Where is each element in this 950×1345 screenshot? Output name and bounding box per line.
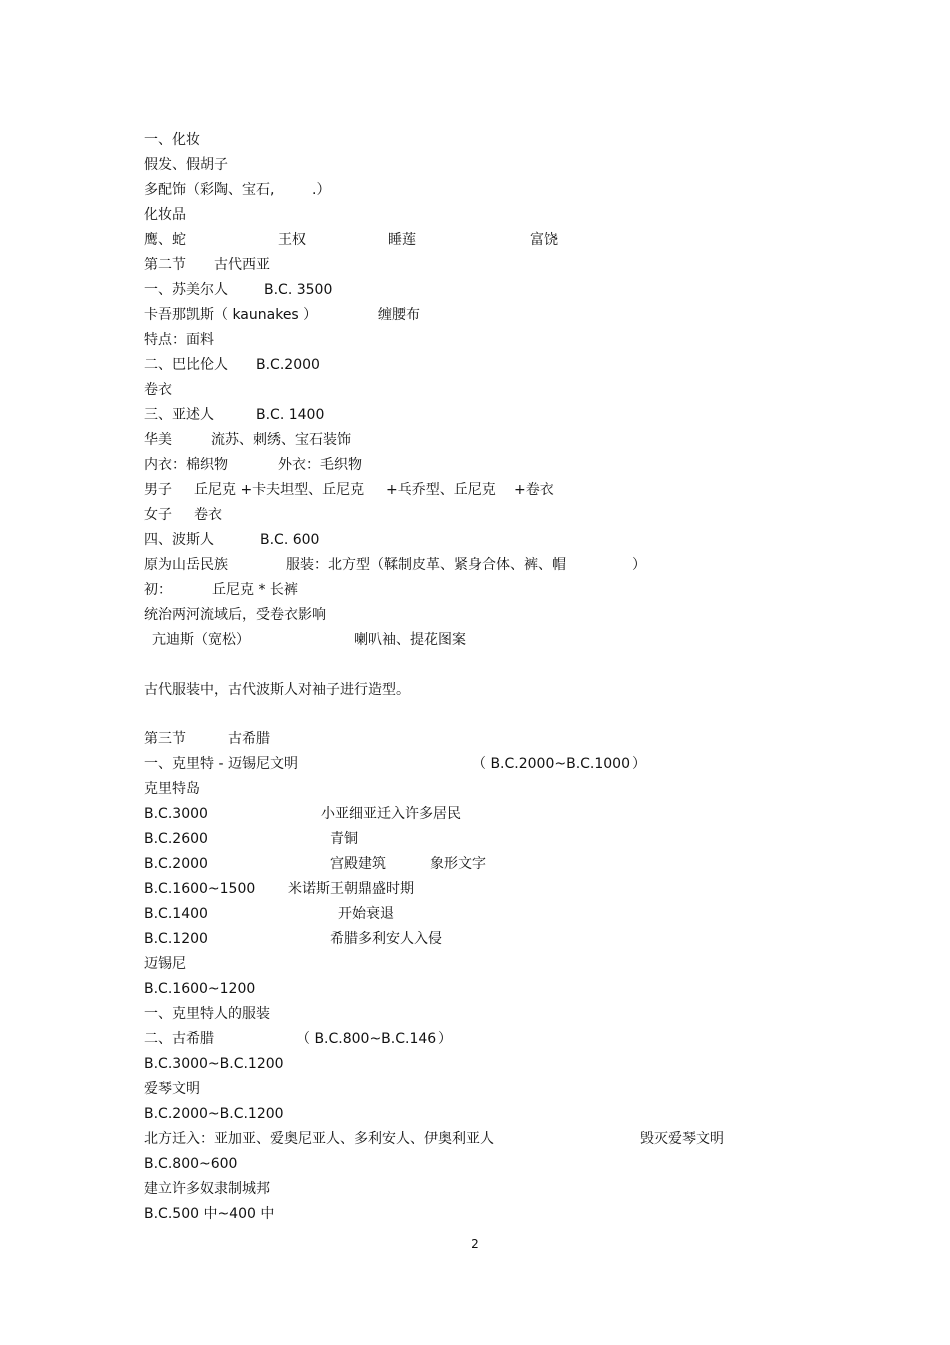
text-segment: 小亚细亚迁入许多居民 bbox=[321, 806, 461, 822]
text-segment: 喇叭袖、提花图案 bbox=[354, 632, 466, 648]
text-segment: 二、巴比伦人 bbox=[144, 357, 228, 373]
text-segment: 睡莲 bbox=[388, 232, 416, 248]
text-segment: B.C. 600 bbox=[260, 532, 320, 548]
text-segment: B.C.800~600 bbox=[144, 1156, 238, 1172]
text-segment: 宫殿建筑 bbox=[330, 856, 386, 872]
text-segment: 亢迪斯（宽松） bbox=[152, 632, 250, 648]
text-segment: 迈锡尼 bbox=[144, 956, 186, 972]
text-segment: 丘尼克 +卡夫坦型、丘尼克 bbox=[194, 482, 365, 498]
text-segment: 希腊多利安人入侵 bbox=[330, 931, 442, 947]
text-segment: 男子 bbox=[144, 482, 172, 498]
text-segment: B.C. 1400 bbox=[256, 407, 325, 423]
text-segment: 华美 bbox=[144, 432, 172, 448]
text-segment: ） bbox=[632, 756, 646, 772]
text-segment: （ B.C.2000~B.C.1000 bbox=[472, 756, 630, 772]
text-segment: 古希腊 bbox=[228, 731, 270, 747]
text-segment: 米诺斯王朝鼎盛时期 bbox=[288, 881, 414, 897]
text-segment: 原为山岳民族 bbox=[144, 557, 228, 573]
text-segment: 第三节 bbox=[144, 731, 186, 747]
text-segment: B.C.1400 bbox=[144, 906, 208, 922]
text-segment: 外衣：毛织物 bbox=[278, 457, 362, 473]
text-segment: B.C.2600 bbox=[144, 831, 208, 847]
text-segment: 服装：北方型（鞣制皮革、紧身合体、裤、帽 bbox=[286, 557, 566, 573]
text-segment: 建立许多奴隶制城邦 bbox=[144, 1181, 270, 1197]
text-segment: 丘尼克 * 长裤 bbox=[212, 582, 298, 598]
text-segment: 多配饰（彩陶、宝石, bbox=[144, 182, 275, 198]
text-segment: 卡吾那凯斯（ kaunakes ） bbox=[144, 307, 318, 323]
text-segment: 一、克里特人的服装 bbox=[144, 1006, 270, 1022]
text-segment: 卷衣 bbox=[144, 382, 172, 398]
text-segment: B.C.1200 bbox=[144, 931, 208, 947]
text-segment: 第二节 bbox=[144, 257, 186, 273]
text-segment: 内衣：棉织物 bbox=[144, 457, 228, 473]
text-segment: 开始衰退 bbox=[338, 906, 394, 922]
text-segment: B.C.500 中~400 中 bbox=[144, 1206, 275, 1222]
text-segment: B.C.2000~B.C.1200 bbox=[144, 1106, 284, 1122]
text-segment: 统治两河流域后，受卷衣影响 bbox=[144, 607, 326, 623]
text-segment: 卷衣 bbox=[194, 507, 222, 523]
text-segment: 假发、假胡子 bbox=[144, 157, 228, 173]
text-segment: B.C.2000 bbox=[144, 856, 208, 872]
text-segment: 一、克里特 - 迈锡尼文明 bbox=[144, 756, 298, 772]
text-segment: 鹰、蛇 bbox=[144, 232, 186, 248]
text-segment: 一、化妆 bbox=[144, 132, 200, 148]
text-segment: 古代服装中，古代波斯人对袖子进行造型。 bbox=[144, 682, 410, 698]
text-segment: B.C.1600~1500 bbox=[144, 881, 256, 897]
text-segment: B.C.1600~1200 bbox=[144, 981, 256, 997]
text-segment: 流苏、刺绣、宝石装饰 bbox=[211, 432, 351, 448]
text-segment: 一、苏美尔人 bbox=[144, 282, 228, 298]
text-segment: 化妆品 bbox=[144, 207, 186, 223]
text-segment: +卷衣 bbox=[514, 482, 554, 498]
text-segment: 特点：面料 bbox=[144, 332, 214, 348]
text-segment: （ B.C.800~B.C.146 bbox=[296, 1031, 437, 1047]
text-segment: B.C.3000~B.C.1200 bbox=[144, 1056, 284, 1072]
text-segment: 克里特岛 bbox=[144, 781, 200, 797]
text-segment: 三、亚述人 bbox=[144, 407, 214, 423]
text-segment: 象形文字 bbox=[430, 856, 486, 872]
text-segment: 四、波斯人 bbox=[144, 532, 214, 548]
text-segment: 毁灭爱琴文明 bbox=[640, 1131, 724, 1147]
text-segment: B.C. 3500 bbox=[264, 282, 333, 298]
text-segment: 富饶 bbox=[530, 232, 558, 248]
text-segment: B.C.2000 bbox=[256, 357, 320, 373]
text-segment: 王权 bbox=[278, 232, 306, 248]
page-number: 2 bbox=[471, 1237, 479, 1251]
text-segment: 古代西亚 bbox=[214, 257, 270, 273]
text-segment: 爱琴文明 bbox=[144, 1081, 200, 1097]
text-segment: .） bbox=[312, 182, 331, 198]
text-segment: 初： bbox=[144, 582, 172, 598]
text-segment: ） bbox=[632, 557, 646, 573]
text-segment: ） bbox=[438, 1031, 452, 1047]
text-segment: +乓乔型、丘尼克 bbox=[386, 482, 496, 498]
text-segment: 青铜 bbox=[330, 831, 358, 847]
text-segment: 北方迁入：亚加亚、爱奥尼亚人、多利安人、伊奥利亚人 bbox=[144, 1131, 494, 1147]
text-segment: 缠腰布 bbox=[378, 307, 420, 323]
text-segment: B.C.3000 bbox=[144, 806, 208, 822]
text-segment: 二、古希腊 bbox=[144, 1031, 214, 1047]
text-segment: 女子 bbox=[144, 507, 172, 523]
